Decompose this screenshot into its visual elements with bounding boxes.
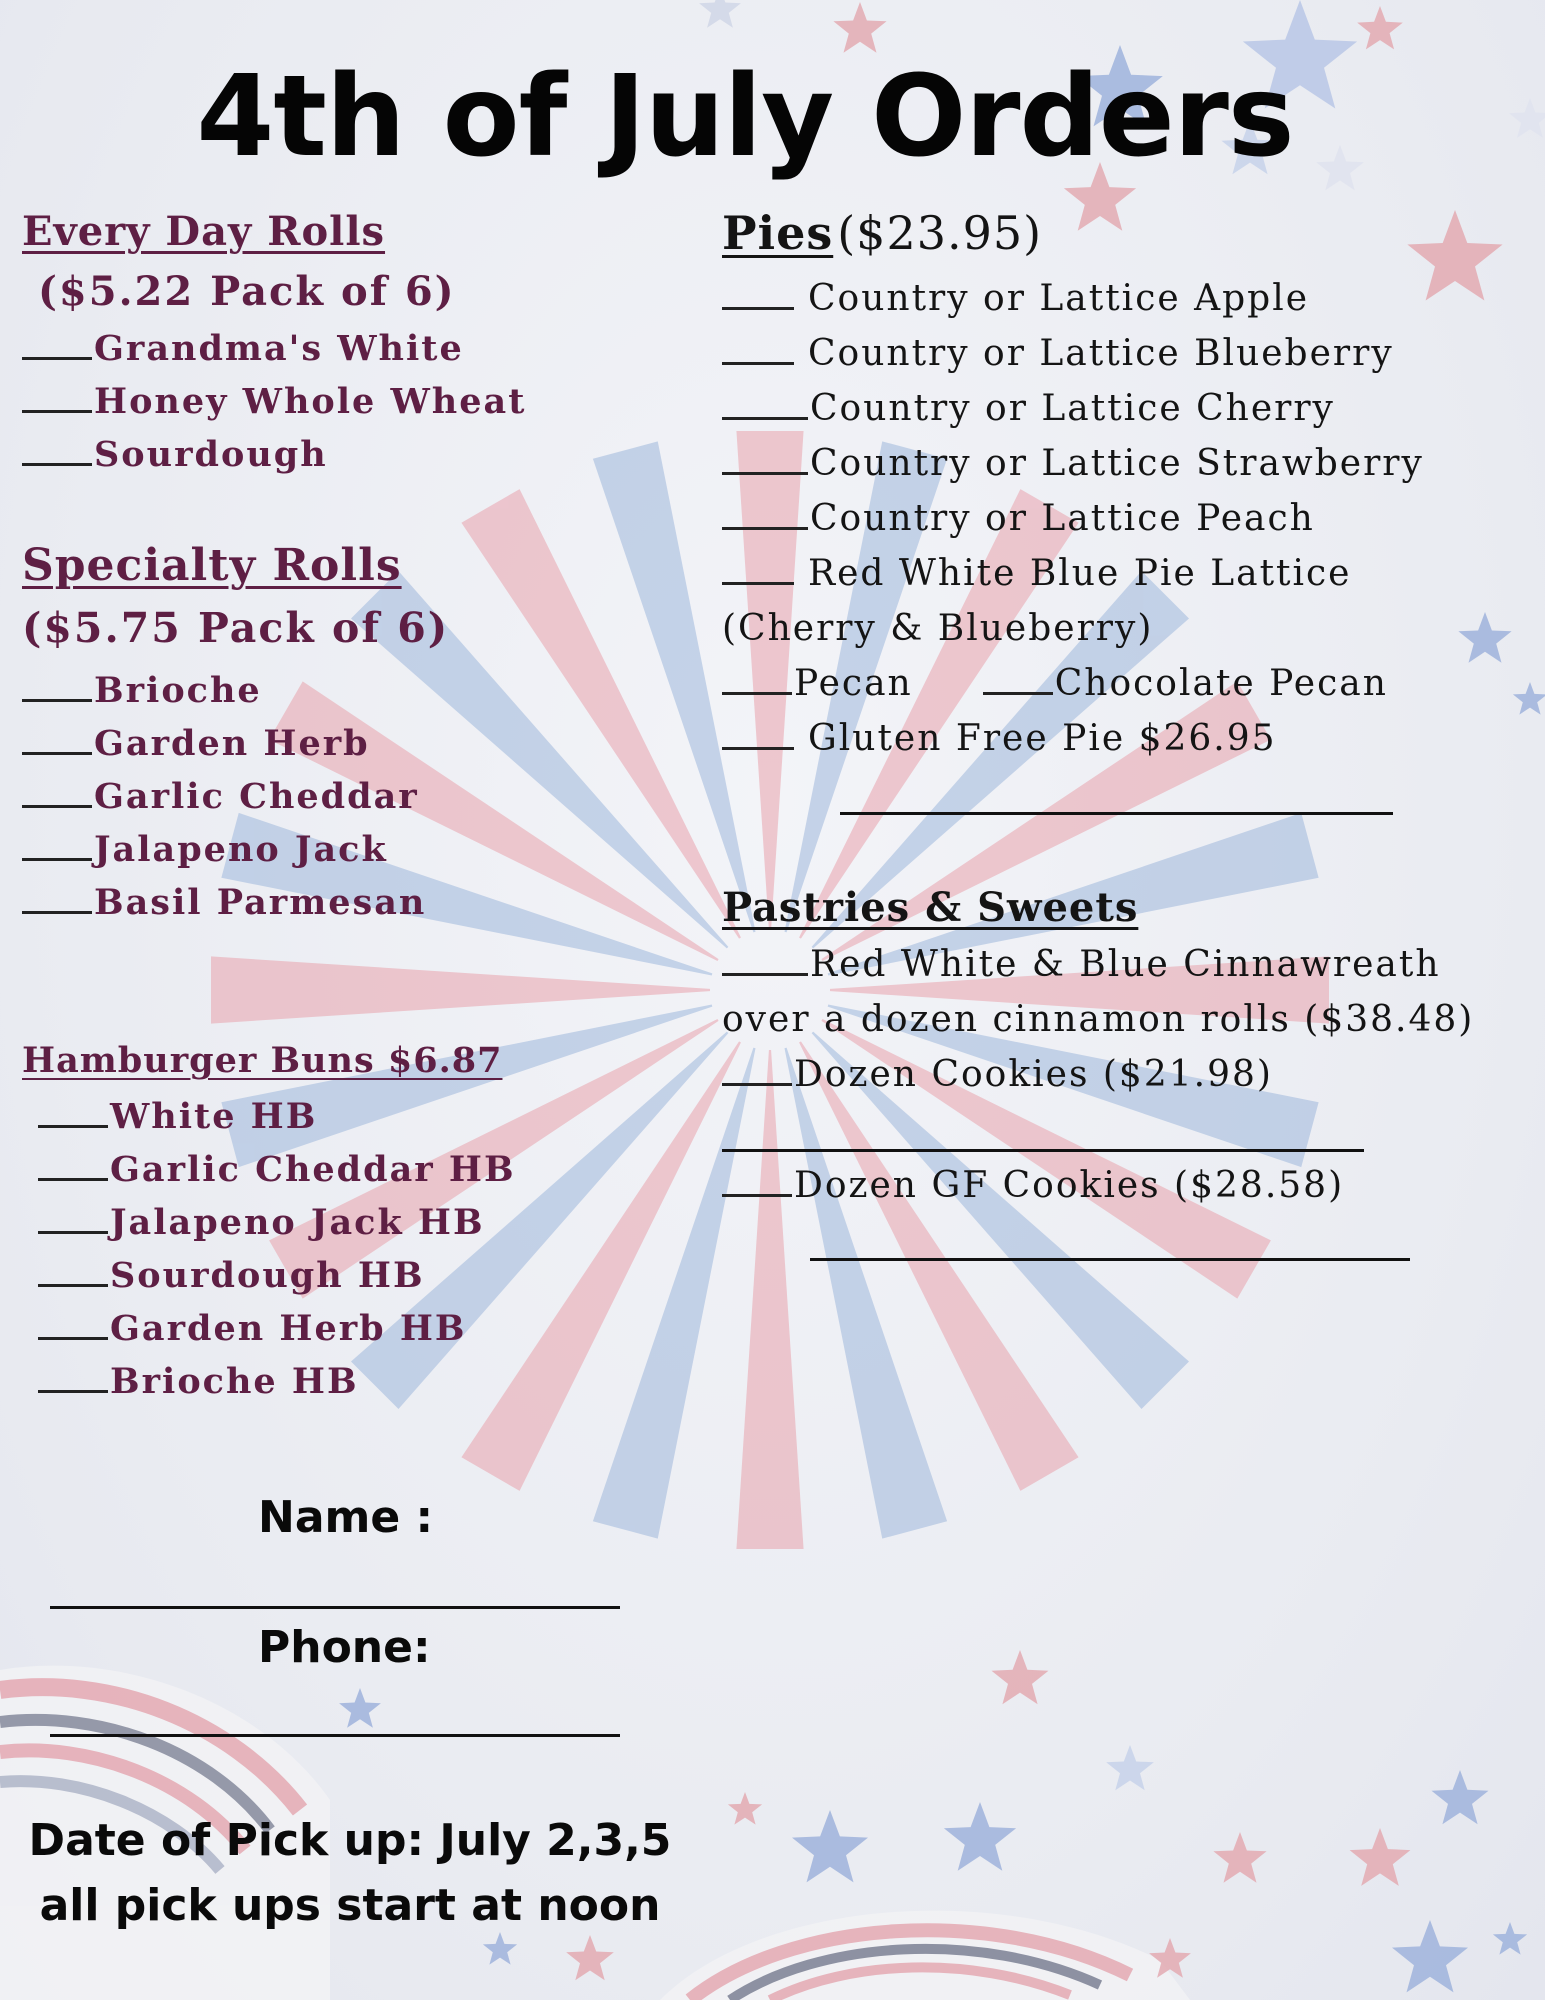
star-icon bbox=[1458, 612, 1511, 663]
item-label: Brioche bbox=[94, 670, 262, 711]
pies-price: ($23.95) bbox=[837, 206, 1043, 260]
list-item bbox=[22, 670, 262, 711]
item-label: Honey Whole Wheat bbox=[94, 381, 527, 422]
quantity-blank[interactable] bbox=[722, 472, 808, 475]
every-day-rolls-price: ($5.22 Pack of 6) bbox=[38, 268, 456, 315]
quantity-blank[interactable] bbox=[983, 692, 1053, 695]
list-item bbox=[38, 1096, 317, 1137]
list-item bbox=[22, 776, 419, 817]
item-label: Garlic Cheddar HB bbox=[110, 1149, 516, 1190]
every-day-rolls-heading: Every Day Rolls bbox=[22, 208, 386, 255]
quantity-blank[interactable] bbox=[722, 362, 794, 365]
list-item bbox=[38, 1361, 359, 1402]
name-label: Name : bbox=[258, 1492, 434, 1543]
item-label: Red White Blue Pie Lattice bbox=[808, 553, 1352, 594]
item-label: Gluten Free Pie $26.95 bbox=[808, 718, 1277, 759]
star-icon bbox=[1106, 1745, 1154, 1790]
gf-cookies-notes-line[interactable] bbox=[810, 1258, 1410, 1261]
burst-ray bbox=[784, 1048, 947, 1539]
list-item bbox=[722, 498, 1315, 539]
name-field[interactable] bbox=[50, 1606, 620, 1609]
list-item bbox=[722, 944, 1441, 985]
quantity-blank[interactable] bbox=[22, 805, 92, 808]
item-label: Country or Lattice Peach bbox=[810, 498, 1315, 539]
specialty-rolls-price: ($5.75 Pack of 6) bbox=[22, 604, 450, 652]
item-label: Garlic Cheddar bbox=[94, 776, 419, 817]
item-label: Chocolate Pecan bbox=[1054, 663, 1388, 704]
pies-heading-row bbox=[722, 206, 1042, 260]
red-white-blue-note: (Cherry & Blueberry) bbox=[722, 608, 1154, 649]
quantity-blank[interactable] bbox=[722, 1083, 792, 1086]
pickup-time-note: all pick ups start at noon bbox=[39, 1880, 661, 1931]
item-label: Sourdough HB bbox=[110, 1255, 425, 1296]
pies-heading: Pies bbox=[722, 206, 834, 260]
star-icon bbox=[1213, 1832, 1266, 1883]
star-icon bbox=[833, 2, 886, 53]
item-label: Red White & Blue Cinnawreath bbox=[810, 944, 1441, 985]
list-item bbox=[722, 663, 1388, 704]
pies-notes-line[interactable] bbox=[840, 812, 1393, 815]
list-item bbox=[722, 388, 1335, 429]
quantity-blank[interactable] bbox=[22, 699, 92, 702]
list-item bbox=[722, 333, 1394, 374]
quantity-blank[interactable] bbox=[722, 973, 808, 976]
star-icon bbox=[992, 1650, 1049, 1704]
list-item bbox=[722, 443, 1424, 484]
quantity-blank[interactable] bbox=[722, 1194, 792, 1197]
firework-burst-decoration bbox=[211, 431, 1329, 1549]
item-label: Garden Herb bbox=[94, 723, 370, 764]
quantity-blank[interactable] bbox=[22, 410, 92, 413]
list-item bbox=[38, 1255, 425, 1296]
list-item bbox=[22, 328, 464, 369]
star-icon bbox=[1407, 210, 1502, 301]
list-item bbox=[38, 1149, 516, 1190]
cookies-notes-line[interactable] bbox=[722, 1149, 1364, 1152]
ribbon-decoration-bottom bbox=[660, 1911, 1190, 2000]
quantity-blank[interactable] bbox=[38, 1337, 108, 1340]
list-item bbox=[22, 381, 526, 422]
quantity-blank[interactable] bbox=[722, 692, 792, 695]
item-label: Country or Lattice Apple bbox=[808, 278, 1310, 319]
specialty-rolls-heading: Specialty Rolls bbox=[22, 540, 402, 591]
cinnawreath-note: over a dozen cinnamon rolls ($38.48) bbox=[722, 999, 1475, 1040]
list-item bbox=[722, 278, 1309, 319]
star-icon bbox=[1493, 1922, 1527, 1955]
list-item bbox=[22, 829, 388, 870]
quantity-blank[interactable] bbox=[38, 1284, 108, 1287]
star-icon bbox=[483, 1932, 517, 1965]
hamburger-buns-heading: Hamburger Buns $6.87 bbox=[22, 1040, 503, 1081]
item-label: Country or Lattice Strawberry bbox=[810, 443, 1424, 484]
quantity-blank[interactable] bbox=[722, 307, 794, 310]
quantity-blank[interactable] bbox=[722, 527, 808, 530]
item-label: Garden Herb HB bbox=[110, 1308, 467, 1349]
quantity-blank[interactable] bbox=[722, 582, 794, 585]
quantity-blank[interactable] bbox=[38, 1125, 108, 1128]
burst-ray bbox=[221, 1004, 712, 1167]
item-label: Basil Parmesan bbox=[94, 882, 427, 923]
star-icon bbox=[1513, 682, 1545, 715]
burst-ray bbox=[211, 956, 710, 1023]
star-icon bbox=[1509, 98, 1545, 138]
quantity-blank[interactable] bbox=[722, 747, 794, 750]
item-label: White HB bbox=[110, 1096, 318, 1137]
item-label: Grandma's White bbox=[94, 328, 464, 369]
quantity-blank[interactable] bbox=[22, 357, 92, 360]
pickup-date: Date of Pick up: July 2,3,5 bbox=[28, 1815, 672, 1866]
star-icon bbox=[792, 1810, 868, 1882]
phone-label: Phone: bbox=[258, 1622, 431, 1673]
quantity-blank[interactable] bbox=[722, 417, 808, 420]
item-label: Country or Lattice Blueberry bbox=[808, 333, 1394, 374]
item-label: Jalapeno Jack HB bbox=[110, 1202, 485, 1243]
quantity-blank[interactable] bbox=[22, 463, 92, 466]
star-icon bbox=[1357, 6, 1403, 49]
star-icon bbox=[1392, 1920, 1468, 1992]
list-item bbox=[38, 1308, 466, 1349]
quantity-blank[interactable] bbox=[22, 911, 92, 914]
quantity-blank[interactable] bbox=[22, 858, 92, 861]
item-label: Dozen GF Cookies ($28.58) bbox=[794, 1165, 1345, 1206]
list-item bbox=[722, 718, 1277, 759]
item-label: Country or Lattice Cherry bbox=[810, 388, 1335, 429]
star-icon bbox=[339, 1688, 381, 1728]
burst-ray bbox=[736, 1050, 803, 1549]
item-label: Jalapeno Jack bbox=[94, 829, 388, 870]
item-label: Dozen Cookies ($21.98) bbox=[794, 1054, 1273, 1095]
star-icon bbox=[566, 1935, 614, 1980]
list-item bbox=[38, 1202, 485, 1243]
list-item bbox=[22, 723, 370, 764]
list-item bbox=[22, 434, 328, 475]
burst-ray bbox=[593, 1048, 756, 1539]
star-icon bbox=[1350, 1828, 1411, 1886]
quantity-blank[interactable] bbox=[38, 1178, 108, 1181]
page-title: 4th of July Orders bbox=[196, 52, 1294, 182]
list-item bbox=[722, 1054, 1273, 1095]
star-icon bbox=[728, 1792, 762, 1825]
star-icon bbox=[1432, 1770, 1489, 1824]
item-label: Brioche HB bbox=[110, 1361, 359, 1402]
list-item bbox=[22, 882, 426, 923]
list-item bbox=[722, 553, 1351, 594]
item-label: Pecan bbox=[794, 663, 913, 704]
item-label: Sourdough bbox=[94, 434, 328, 475]
list-item bbox=[722, 1165, 1344, 1206]
quantity-blank[interactable] bbox=[22, 752, 92, 755]
quantity-blank[interactable] bbox=[38, 1231, 108, 1234]
star-icon bbox=[699, 0, 741, 28]
star-icon bbox=[944, 1802, 1016, 1871]
phone-field[interactable] bbox=[50, 1734, 620, 1737]
pastries-heading: Pastries & Sweets bbox=[722, 884, 1139, 931]
quantity-blank[interactable] bbox=[38, 1390, 108, 1393]
